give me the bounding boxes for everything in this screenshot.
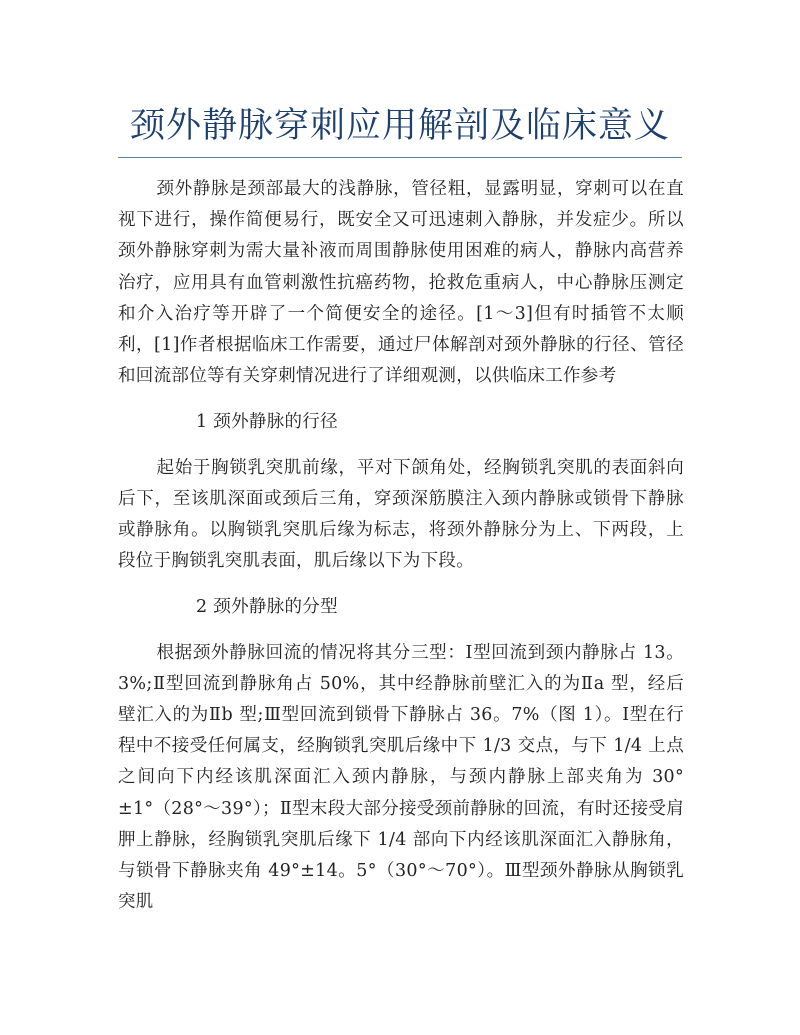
- title-divider: [118, 157, 682, 158]
- document-body: [118, 174, 684, 918]
- section-1-paragraph: 起始于胸锁乳突肌前缘，平对下颌角处，经胸锁乳突肌的表面斜向后下，至该肌深面或颈后三角，穿颈深筋膜注入颈内静脉或锁骨下静脉或静脉角。以胸锁乳突肌后缘为标志，将颈外静脉分为上、下两段，上段位于胸锁乳突肌表面，肌后缘以下为下段。: [118, 457, 684, 572]
- section-2-heading: 2 颈外静脉的分型: [196, 597, 338, 618]
- intro-paragraph: 颈外静脉是颈部最大的浅静脉，管径粗，显露明显，穿刺可以在直视下进行，操作简便易行，既安全又可迅速刺入静脉，并发症少。所以颈外静脉穿刺为需大量补液而周围静脉使用困难的病人，静脉内高营养治疗，应用具有血管刺激性抗癌药物，抢救危重病人，中心静脉压测定和介入治疗等开辟了一个简便安全的途径。[1～3]但有时插管不太顺利，[1]作者根据临床工作需要，通过尸体解剖对颈外静脉的行径、管径和回流部位等有关穿刺情况进行了详细观测，以供临床工作参考: [118, 179, 684, 387]
- document-title: 颈外静脉穿刺应用解剖及临床意义: [129, 106, 670, 146]
- section-1-heading: 1 颈外静脉的行径: [196, 412, 338, 433]
- section-2-paragraph: 根据颈外静脉回流的情况将其分三型：Ⅰ型回流到颈内静脉占 13。3%;Ⅱ型回流到静脉角占 50%，其中经静脉前壁汇入的为Ⅱa 型，经后壁汇入的为Ⅱb 型;Ⅲ型回流到锁骨下静脉占 36。7%（图 1）。Ⅰ型在行程中不接受任何属支，经胸锁乳突肌后缘中下 1/3 交点，与下 1/4 上点之间向下内经该肌深面汇入颈内静脉，与颈内静脉上部夹角为 30°±1°（28°～39°）；Ⅱ型末段大部分接受颈前静脉的回流，有时还接受肩胛上静脉，经胸锁乳突肌后缘下 1/4 部向下内经该肌深面汇入静脉角，与锁骨下静脉夹角 49°±14。5°（30°～70°）。Ⅲ型颈外静脉从胸锁乳突肌: [118, 642, 684, 913]
